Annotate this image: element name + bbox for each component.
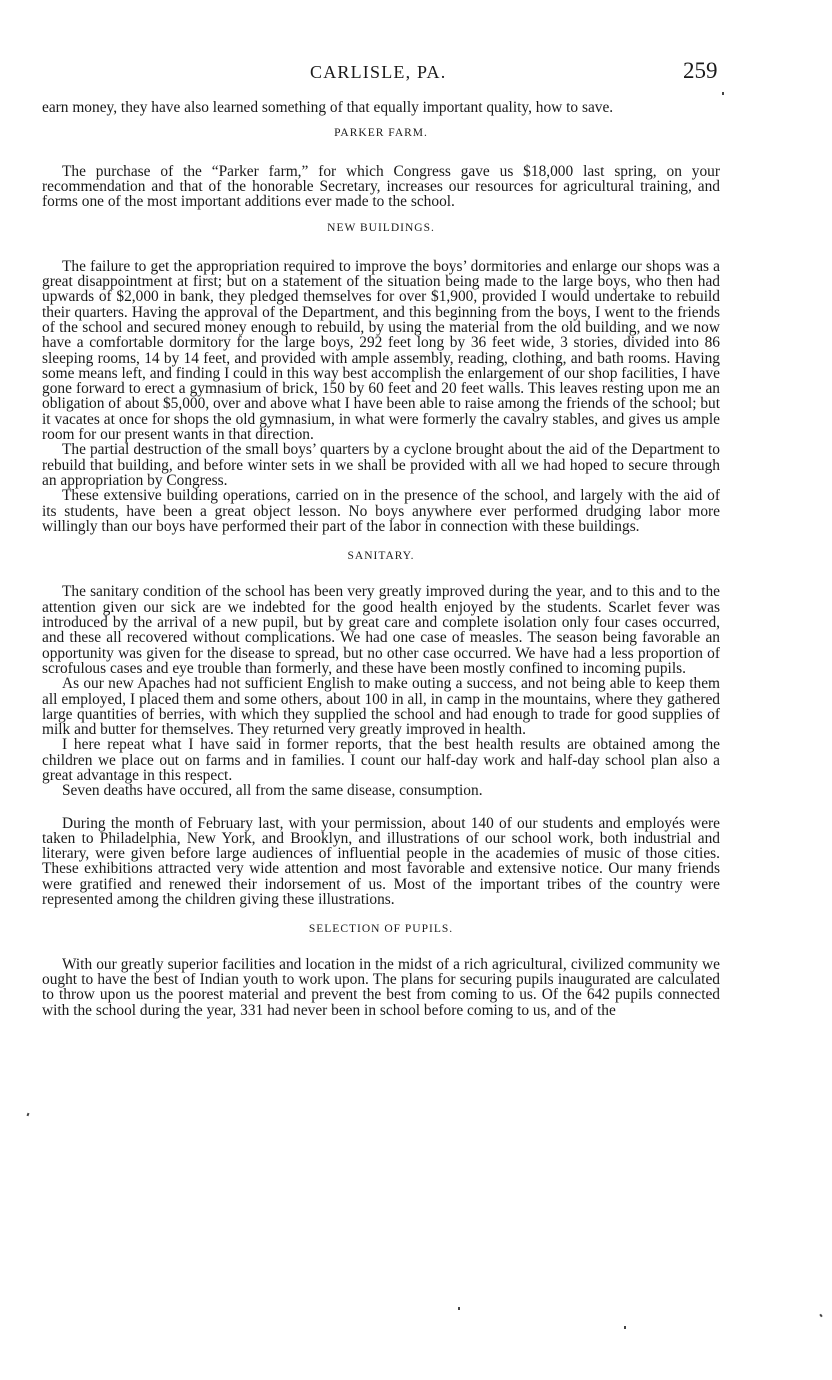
section-heading-new-buildings: NEW BUILDINGS. (327, 222, 435, 235)
page-number: 259 (683, 58, 718, 83)
intro-paragraph: earn money, they have also learned something of that equally important quality, how to save. (42, 99, 614, 116)
scan-speck (722, 92, 724, 95)
exhibitions-paragraph: During the month of February last, with your permission, about 140 of our students and employés were taken to Philadelphia, New York, and Brooklyn, and illustrations of our school work, both industrial and literary, were given before large audiences of influential people in the academies of music of those cities. These exhibitions attracted very wide attention and most favorable and extensive notice. Our many friends were gratified and renewed their indorsement of us. Most of the important tribes of the country were represented among the children giving these illustrations. (42, 814, 720, 909)
scan-speck (458, 1307, 460, 1310)
scan-speck (624, 1326, 626, 1329)
sanitary-paragraph: I here repeat what I have said in former reports, that the best health results are obtained among the children we place out on farms and in families. I count our half-day work and half-day school plan also a great advantage in this respect. (42, 736, 720, 784)
section-heading-parker-farm: PARKER FARM. (334, 127, 428, 140)
section-heading-selection-of-pupils: SELECTION OF PUPILS. (308, 923, 454, 936)
new-buildings-paragraph: The failure to get the appropriation required to improve the boys’ dormitories and enlarge our shops was a great disappointment at first; but on a statement of the situation being made to the large boys, who then had upwards of $2,000 in bank, they pledged themselves for over $1,900, provided I would undertake to rebuild their quarters. Having the approval of the Department, and this beginning from the boys, I went to the friends of the school and secured money enough to rebuild, by using the material from the old building, and we now have a comfortable dormitory for the large boys, 292 feet long by 36 feet wide, 3 stories, divided into 86 sleeping rooms, 14 by 14 feet, and provided with ample assembly, reading, clothing, and bath rooms. Having some means left, and finding I could in this way best accomplish the enlargement of our shop facilities, I have gone forward to erect a gymnasium of brick, 150 by 60 feet and 20 feet walls. This leaves resting upon me an obligation of about $5,000, over and above what I have been able to raise among the friends of the school; but it vacates at once for shops the old gymnasium, in what were formerly the cavalry stables, and gives us ample room for our present wants in that direction. (42, 257, 721, 444)
scan-speck (819, 1314, 822, 1318)
sanitary-paragraph: As our new Apaches had not sufficient English to make outing a success, and not being able to keep them all employed, I placed them and some others, about 100 in all, in camp in the mountains, where they gathered large quantities of berries, with which they supplied the school and had enough to trade for good supplies of milk and butter for themselves. They returned very greatly improved in health. (42, 675, 720, 739)
running-title: CARLISLE, PA. (310, 62, 447, 82)
selection-paragraph: With our greatly superior facilities and location in the midst of a rich agricultural, civilized community we ought to have the best of Indian youth to work upon. The plans for securing pupils inaugurated are calculated to throw upon us the poorest material and prevent the best from coming to us. Of the 642 pupils connected with the school during the year, 331 had never been in school before coming to us, and of the (42, 955, 720, 1019)
scan-speck (27, 1113, 30, 1117)
page-body (42, 100, 720, 1018)
sanitary-paragraph: Seven deaths have occured, all from the same disease, consumption. (62, 782, 483, 800)
page-header (0, 60, 832, 90)
section-heading-sanitary: SANITARY. (347, 550, 415, 563)
sanitary-paragraph: The sanitary condition of the school has been very greatly improved during the year, and to this and to the attention given our sick are we indebted for the good health enjoyed by the students. Scarlet fever was introduced by the arrival of a new pupil, but by great care and complete isolation only four cases occurred, and these all recovered without complications. We had one case of measles. The season being favorable an opportunity was given for the disease to spread, but no other case occurred. We have had a less proportion of scrofulous cases and eye trouble than formerly, and these have been mostly confined to incoming pupils. (42, 583, 720, 677)
new-buildings-paragraph: The partial destruction of the small boys’ quarters by a cyclone brought about the aid of the Department to rebuild that building, and before winter sets in we shall be provided with all we had hoped to secure through an appropriation by Congress. (42, 441, 720, 489)
new-buildings-paragraph: These extensive building operations, carried on in the presence of the school, and largely with the aid of its students, have been a great object lesson. No boys anywhere ever performed drudging labor more willingly than our boys have performed their part of the labor in connection with these buildings. (42, 487, 720, 535)
parker-farm-paragraph: The purchase of the “Parker farm,” for which Congress gave us $18,000 last spring, on your recommendation and that of the honorable Secretary, increases our resources for agricultural training, and forms one of the most important additions ever made to the school. (42, 162, 720, 211)
